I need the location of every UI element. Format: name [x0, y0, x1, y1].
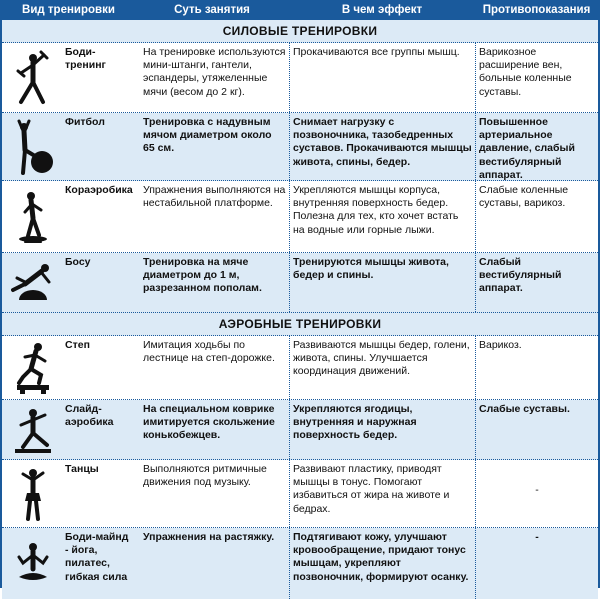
row-effect: Прокачиваются все группы мышц.	[289, 43, 475, 112]
row-contra: Слабые коленные суставы, варикоз.	[475, 181, 598, 252]
row-essence: Упражнения выполняются на нестабильной платформе.	[143, 184, 286, 210]
row-effect: Развиваются мышцы бедер, голени, живота, спины. Улучшается координация движений.	[289, 336, 475, 399]
row-name: Кораэробика	[65, 184, 133, 196]
row-essence: Упражнения на растяжку.	[143, 531, 275, 543]
row-name: Слайд-аэробика	[65, 403, 114, 429]
table-row	[2, 113, 598, 181]
bodytraining-figure-icon	[2, 43, 63, 112]
row-contra: Повышенное артериальное давление, слабый вестибулярный аппарат.	[475, 113, 598, 180]
header-contra: Противопоказания	[482, 4, 591, 16]
row-contra: Варикозное расширение вен, больные коленные суставы.	[475, 43, 598, 112]
fitball-figure-icon	[2, 113, 63, 180]
table-row	[2, 253, 598, 313]
row-effect: Развивают пластику, приводят мышцы в тонус. Помогают избавиться от жира на животе и бедрах.	[289, 460, 475, 527]
row-effect: Тренируются мышцы живота, бедер и спины.	[289, 253, 475, 312]
bosu-figure-icon	[2, 253, 63, 312]
row-essence: Имитация ходьбы по лестнице на степ-дорожке.	[143, 339, 275, 365]
row-contra: Слабые суставы.	[475, 400, 598, 459]
row-effect: Снимает нагрузку с позвоночника, тазобедренных суставов. Прокачиваются мышцы живота, спины, бедер.	[289, 113, 475, 180]
row-name: Степ	[65, 339, 90, 351]
table-row	[2, 528, 598, 599]
row-contra: -	[475, 528, 598, 599]
header-essence: Суть занятия	[174, 4, 250, 16]
row-name: Боди-тренинг	[65, 46, 106, 72]
dance-figure-icon	[2, 460, 63, 527]
row-essence: На тренировке используются мини-штанги, гантели, эспандеры, утяжеленные мячи (весом до 2 кг).	[143, 46, 286, 98]
row-essence: Тренировка с надувным мячом диаметром около 65 см.	[143, 116, 272, 155]
row-essence: На специальном коврике имитируется скольжение конькобежцев.	[143, 403, 275, 442]
row-contra: Варикоз.	[475, 336, 598, 399]
table-row	[2, 336, 598, 400]
section-aerobic: АЭРОБНЫЕ ТРЕНИРОВКИ	[2, 313, 598, 336]
slide-aerobics-figure-icon	[2, 400, 63, 459]
row-essence: Тренировка на мяче диаметром до 1 м, разрезанном пополам.	[143, 256, 262, 295]
row-effect: Подтягивают кожу, улучшают кровообращение, придают тонус мышцам, укрепляют позвоночник, формируют осанку.	[289, 528, 475, 599]
row-contra: -	[475, 460, 598, 527]
table-row	[2, 460, 598, 528]
row-contra: Слабый вестибулярный аппарат.	[475, 253, 598, 312]
row-effect: Укрепляются мышцы корпуса, внутренняя поверхность бедер. Полезна для тех, кто хочет встать на водные или горные лыжи.	[289, 181, 475, 252]
table-row	[2, 400, 598, 460]
table-row	[2, 43, 598, 113]
table-row	[2, 181, 598, 253]
table-header	[2, 0, 598, 20]
section-strength: СИЛОВЫЕ ТРЕНИРОВКИ	[2, 20, 598, 43]
step-figure-icon	[2, 336, 63, 399]
row-effect: Укрепляются ягодицы, внутренняя и наружная поверхность бедер.	[289, 400, 475, 459]
header-type: Вид тренировки	[22, 4, 115, 16]
header-effect: В чем эффект	[341, 4, 423, 16]
row-name: Фитбол	[65, 116, 105, 128]
row-name: Босу	[65, 256, 91, 268]
row-name: Боди-майнд - йога, пилатес, гибкая сила	[65, 531, 129, 583]
row-name: Танцы	[65, 463, 99, 475]
yoga-figure-icon	[2, 528, 63, 599]
row-essence: Выполняются ритмичные движения под музыку.	[143, 463, 267, 489]
core-aerobics-figure-icon	[2, 181, 63, 252]
